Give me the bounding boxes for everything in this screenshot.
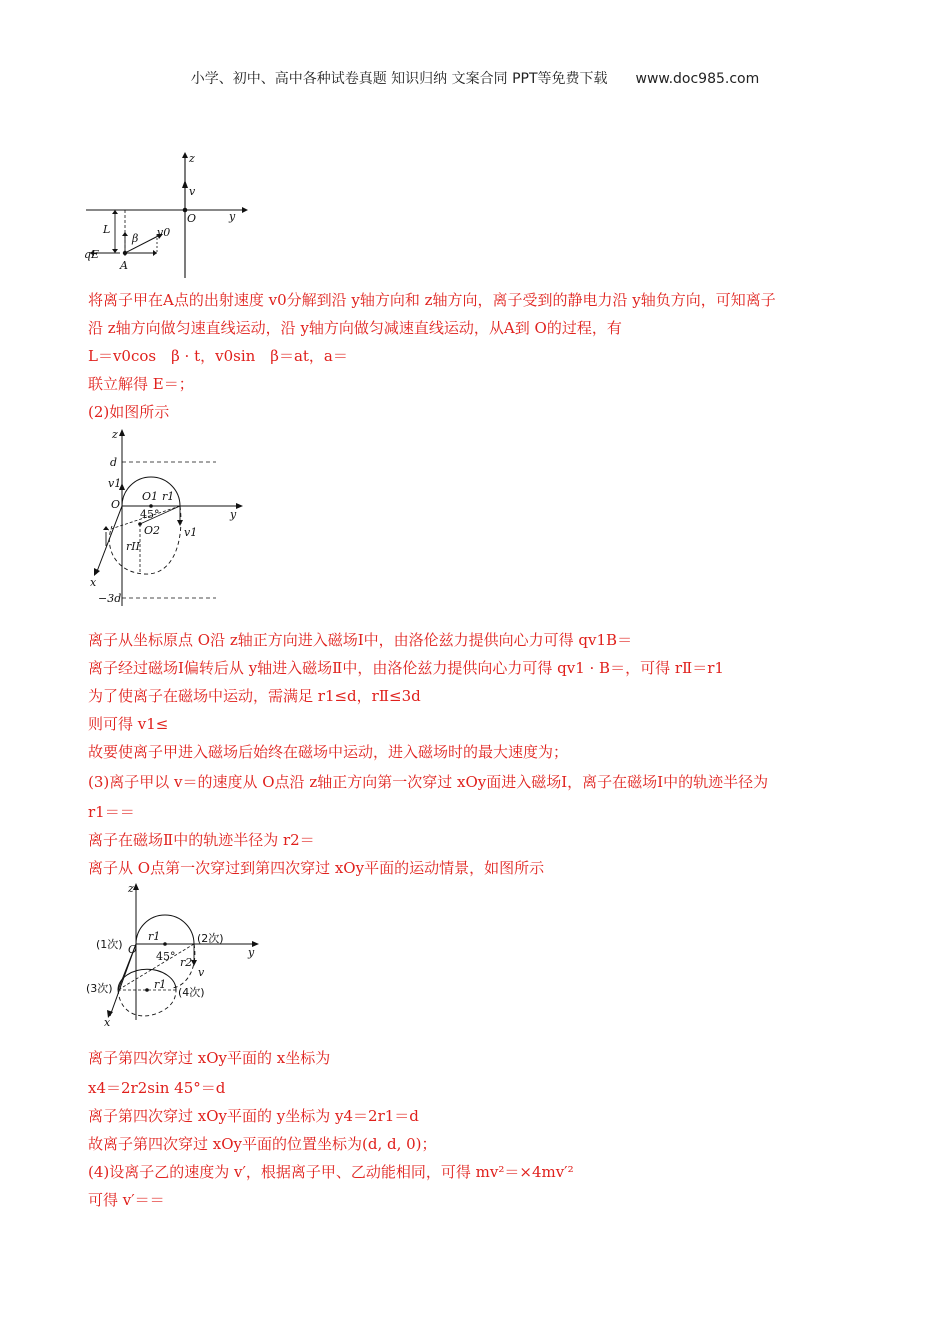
fig3-label-v: v [198, 966, 205, 979]
fig3-label-O: O [128, 943, 138, 956]
fig2-label-y: y [230, 508, 237, 521]
text-line-11: (3)离子甲以 v＝的速度从 O点沿 z轴正方向第一次穿过 xOy面进入磁场Ⅰ，离子在磁场Ⅰ中的轨迹半径为 [88, 773, 769, 791]
text-line-10: 故要使离子甲进入磁场后始终在磁场中运动，进入磁场时的最大速度为； [88, 743, 569, 761]
fig2-label-rII: rII [126, 540, 140, 553]
fig2-label-O2: O2 [144, 524, 161, 537]
fig2-label-z: z [112, 428, 118, 441]
fig1-label-y: y [229, 210, 236, 223]
fig3-label-4: (4次) [178, 986, 205, 999]
fig2-label-d: d [110, 456, 118, 469]
text-line-9: 则可得 v1≤ [88, 715, 169, 733]
fig1-label-v: v [189, 185, 196, 198]
fig3-label-1: (1次) [96, 938, 123, 951]
fig2-label-x: x [90, 576, 97, 589]
text-line-4: 联立解得 E＝； [88, 375, 194, 393]
header-site: www.doc985.com [635, 71, 760, 87]
fig3-label-r2: r2 [180, 956, 193, 969]
text-line-18: 故离子第四次穿过 xOy平面的位置坐标为(d, d, 0)； [88, 1135, 437, 1153]
text-line-3: L＝v0cos β · t，v0sin β＝at，a＝ [88, 347, 348, 365]
text-line-2: 沿 z轴方向做匀速直线运动，沿 y轴方向做匀减速直线运动，从A到 O的过程，有 [88, 319, 622, 337]
fig2-label-O: O [111, 498, 121, 511]
text-line-15: 离子第四次穿过 xOy平面的 x坐标为 [88, 1049, 331, 1067]
text-line-13: 离子在磁场Ⅱ中的轨迹半径为 r2＝ [88, 831, 315, 849]
fig1-label-v0: v0 [157, 226, 171, 239]
figure-1-diagram [84, 150, 254, 280]
text-line-6: 离子从坐标原点 O沿 z轴正方向进入磁场Ⅰ中，由洛伦兹力提供向心力可得 qv1B＝ [88, 631, 633, 649]
fig2-label-minus3d: −3d [98, 592, 122, 605]
text-line-20: 可得 v′＝＝ [88, 1191, 165, 1209]
fig1-label-L: L [103, 223, 111, 236]
text-line-1: 将离子甲在A点的出射速度 v0分解到沿 y轴方向和 z轴方向，离子受到的静电力沿 y轴负方向，可知离子 [88, 291, 776, 309]
text-line-12: r1＝＝ [88, 803, 135, 821]
fig2-label-v1-left: v1 [108, 477, 122, 490]
fig2-label-r1: r1 [162, 490, 175, 503]
fig1-label-qE: qE [84, 248, 100, 261]
fig2-label-45: 45° [140, 508, 160, 521]
fig3-label-r1-top: r1 [148, 930, 161, 943]
text-line-14: 离子从 O点第一次穿过到第四次穿过 xOy平面的运动情景，如图所示 [88, 859, 545, 877]
text-line-5: (2)如图所示 [88, 403, 170, 421]
fig3-label-r1-bottom: r1 [154, 978, 167, 991]
fig1-label-beta: β [132, 232, 139, 245]
text-line-19: (4)设离子乙的速度为 v′，根据离子甲、乙动能相同，可得 mv²＝×4mv′² [88, 1163, 574, 1181]
fig3-label-45: 45° [156, 950, 176, 963]
text-line-16: x4＝2r2sin 45°＝d [88, 1079, 226, 1097]
text-line-17: 离子第四次穿过 xOy平面的 y坐标为 y4＝2r1＝d [88, 1107, 419, 1125]
figure-2-diagram [84, 426, 254, 616]
fig1-label-z: z [189, 152, 195, 165]
fig2-label-v1-right: v1 [184, 526, 198, 539]
fig3-label-x: x [104, 1016, 111, 1029]
figure-3-diagram [84, 880, 264, 1030]
fig1-label-A: A [120, 259, 128, 272]
page-header [0, 68, 950, 88]
fig1-label-O: O [187, 212, 197, 225]
fig3-label-z: z [128, 882, 134, 895]
fig3-label-y: y [248, 946, 255, 959]
text-line-8: 为了使离子在磁场中运动，需满足 r1≤d，rⅡ≤3d [88, 687, 421, 705]
fig3-label-3: (3次) [86, 982, 113, 995]
text-line-7: 离子经过磁场Ⅰ偏转后从 y轴进入磁场Ⅱ中，由洛伦兹力提供向心力可得 qv1 · B＝，可得 rⅡ＝r1 [88, 659, 724, 677]
fig3-label-2: (2次) [197, 932, 224, 945]
fig2-label-O1: O1 [142, 490, 159, 503]
header-tagline: 小学、初中、高中各种试卷真题 知识归纳 文案合同 PPT等免费下载 [190, 71, 608, 87]
